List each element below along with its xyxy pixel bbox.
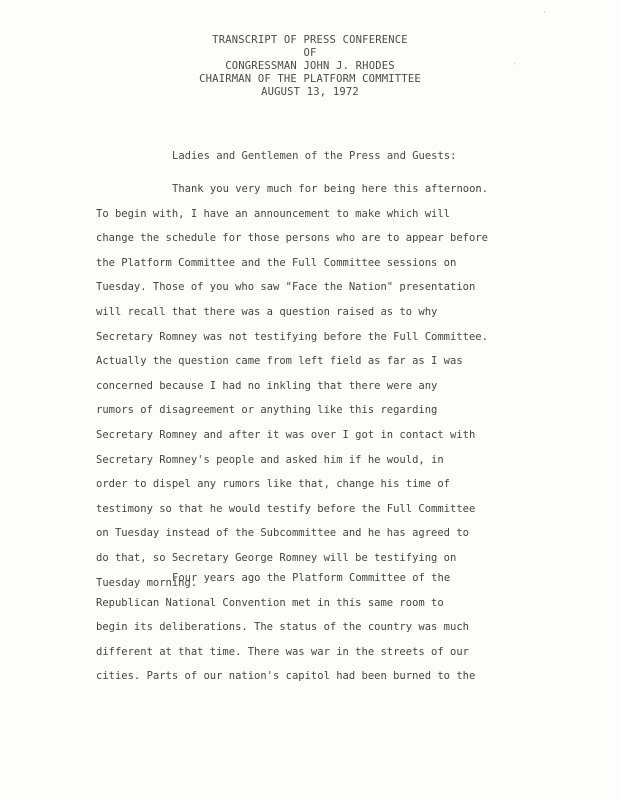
paragraph-line: Actually the question came from left field as far as I was [96, 355, 463, 368]
header-of: OF [303, 47, 317, 59]
paragraph-line: will recall that there was a question raised as to why [96, 305, 438, 318]
paragraph-line: Secretary Romney and after it was over I got in contact with [96, 428, 476, 441]
paragraph-line: order to dispel any rumors like that, change his time of [96, 478, 451, 491]
paragraph-line: Secretary Romney was not testifying before the Full Committee. [96, 330, 488, 343]
header-title: TRANSCRIPT OF PRESS CONFERENCE [212, 34, 408, 46]
paragraph-line: rumors of disagreement or anything like this regarding [96, 404, 438, 417]
header-date: AUGUST 13, 1972 [261, 86, 359, 98]
paragraph-line: concerned because I had no inkling that there were any [96, 379, 438, 392]
paragraph-line: Tuesday. Those of you who saw "Face the Nation" presentation [96, 281, 476, 294]
document-header [140, 34, 480, 99]
header-role: CHAIRMAN OF THE PLATFORM COMMITTEE [199, 73, 421, 85]
paragraph-line: Thank you very much for being here this afternoon. [172, 183, 489, 195]
paragraph-line: To begin with, I have an announcement to make which will [96, 207, 451, 220]
salutation: Ladies and Gentlemen of the Press and Guests: [172, 150, 457, 162]
scan-speck: · [542, 8, 548, 18]
paragraph-line: Republican National Convention met in this same room to [96, 596, 444, 609]
paragraph-line: cities. Parts of our nation's capitol had been burned to the [96, 670, 476, 683]
paragraph-line: change the schedule for those persons who are to appear before [96, 232, 488, 245]
header-speaker: CONGRESSMAN JOHN J. RHODES [225, 60, 395, 72]
paragraph-line: Tuesday morning. [96, 576, 198, 589]
paragraph-line: different at that time. There was war in the streets of our [96, 645, 469, 658]
paragraph-line: the Platform Committee and the Full Committee sessions on [96, 256, 457, 269]
paragraph-1 [96, 177, 566, 595]
paragraph-line: Secretary Romney's people and asked him if he would, in [96, 453, 444, 466]
paragraph-line: begin its deliberations. The status of the country was much [96, 621, 469, 634]
paragraph-line: Four years ago the Platform Committee of the [172, 572, 451, 584]
scan-speck: · [512, 60, 518, 70]
paragraph-line: do that, so Secretary George Romney will be testifying on [96, 551, 457, 564]
paragraph-line: testimony so that he would testify before the Full Committee [96, 502, 476, 515]
paragraph-2 [96, 566, 566, 689]
paragraph-line: on Tuesday instead of the Subcommittee and he has agreed to [96, 527, 469, 540]
